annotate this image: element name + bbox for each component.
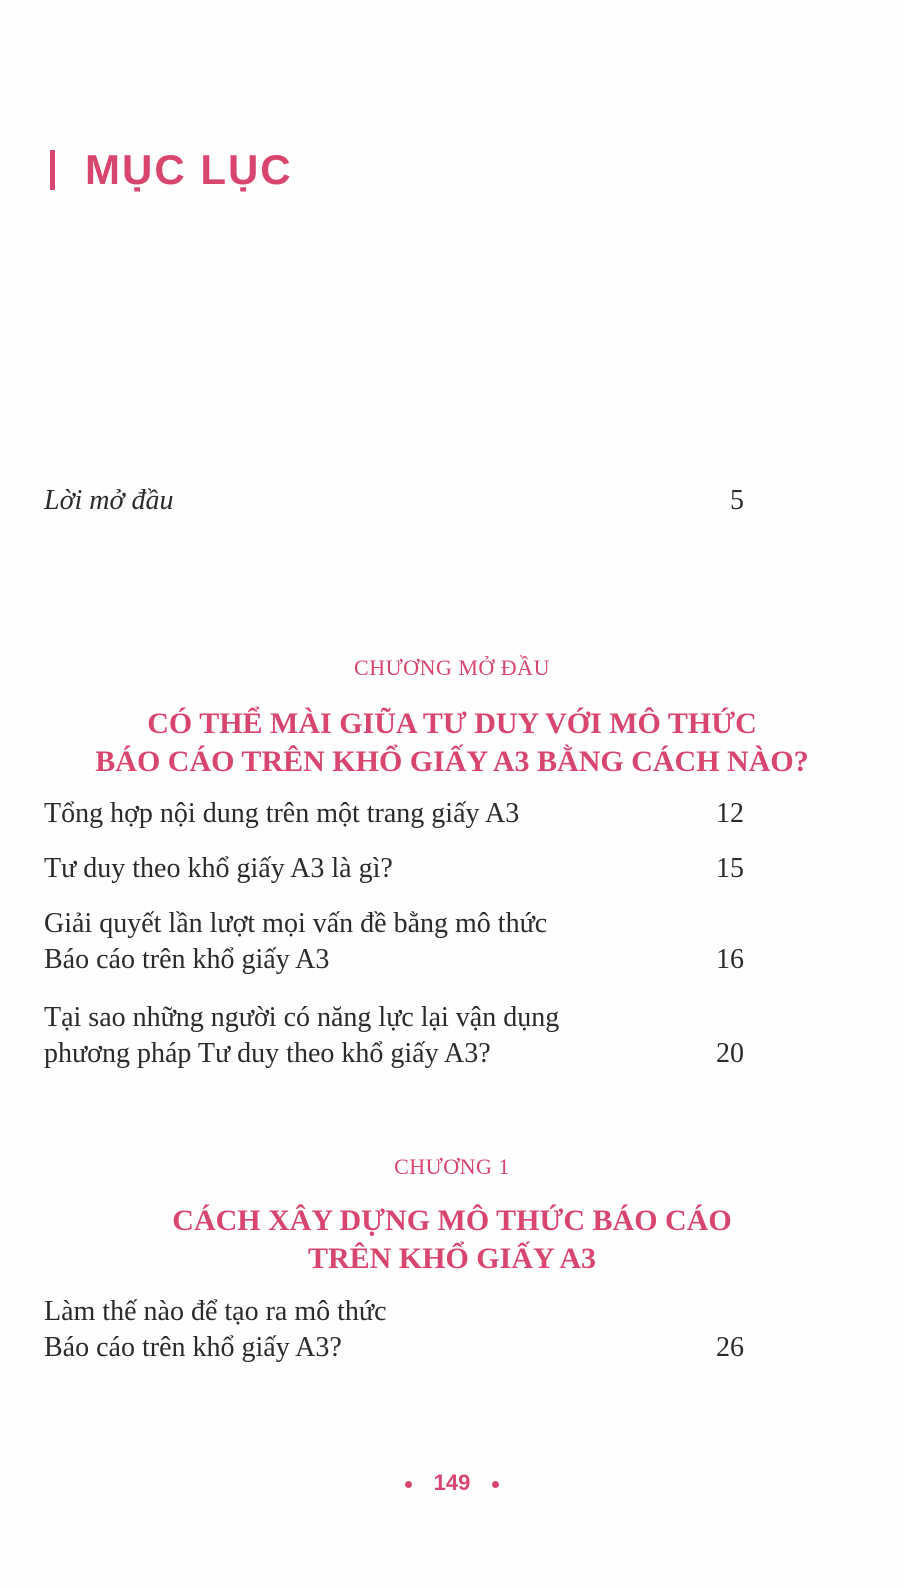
bullet-dot-icon [405,1481,412,1488]
toc-entry-page: 5 [730,485,744,516]
chapter-title-line: BÁO CÁO TRÊN KHỔ GIẤY A3 BẰNG CÁCH NÀO? [95,745,809,778]
toc-entry-page: 15 [716,853,744,884]
bullet-dot-icon [492,1481,499,1488]
toc-entry-title: Tại sao những người có năng lực lại vận dụng [44,1002,560,1033]
toc-entry-title: Báo cáo trên khổ giấy A3? [44,1332,342,1363]
toc-entry-page: 12 [716,798,744,829]
toc-entry-title: Tổng hợp nội dung trên một trang giấy A3 [44,798,520,829]
toc-entry[interactable] [44,906,744,978]
toc-entry-page: 26 [716,1332,744,1363]
toc-entry-title: Giải quyết lần lượt mọi vấn đề bằng mô thức [44,908,548,939]
toc-entry-title: Tư duy theo khổ giấy A3 là gì? [44,853,393,884]
toc-entry-title: Lời mở đầu [44,485,174,516]
chapter-title [0,705,904,781]
chapter-label: CHƯƠNG MỞ ĐẦU [354,655,550,680]
toc-entry-intro[interactable] [44,483,744,519]
chapter-label: CHƯƠNG 1 [394,1154,510,1179]
toc-entry[interactable] [44,796,744,832]
chapter-title [0,1202,904,1278]
chapter-title-line: TRÊN KHỔ GIẤY A3 [307,1242,597,1275]
page-title: MỤC LỤC [85,146,293,193]
toc-entry-title: phương pháp Tư duy theo khổ giấy A3? [44,1038,491,1069]
toc-header [50,140,293,200]
page-number: 149 [433,1470,471,1495]
header-accent-bar [50,150,55,190]
toc-entry-title: Báo cáo trên khổ giấy A3 [44,944,330,975]
toc-entry[interactable] [44,851,744,887]
toc-entry[interactable] [44,1294,744,1366]
toc-entry-title: Làm thế nào để tạo ra mô thức [44,1296,387,1327]
toc-entry-page: 20 [716,1038,744,1069]
chapter-title-line: CÓ THỂ MÀI GIŨA TƯ DUY VỚI MÔ THỨC [147,707,757,740]
toc-entry[interactable] [44,1000,744,1072]
toc-entry-page: 16 [716,944,744,975]
page-footer [0,1470,904,1496]
chapter-title-line: CÁCH XÂY DỰNG MÔ THỨC BÁO CÁO [172,1204,732,1237]
